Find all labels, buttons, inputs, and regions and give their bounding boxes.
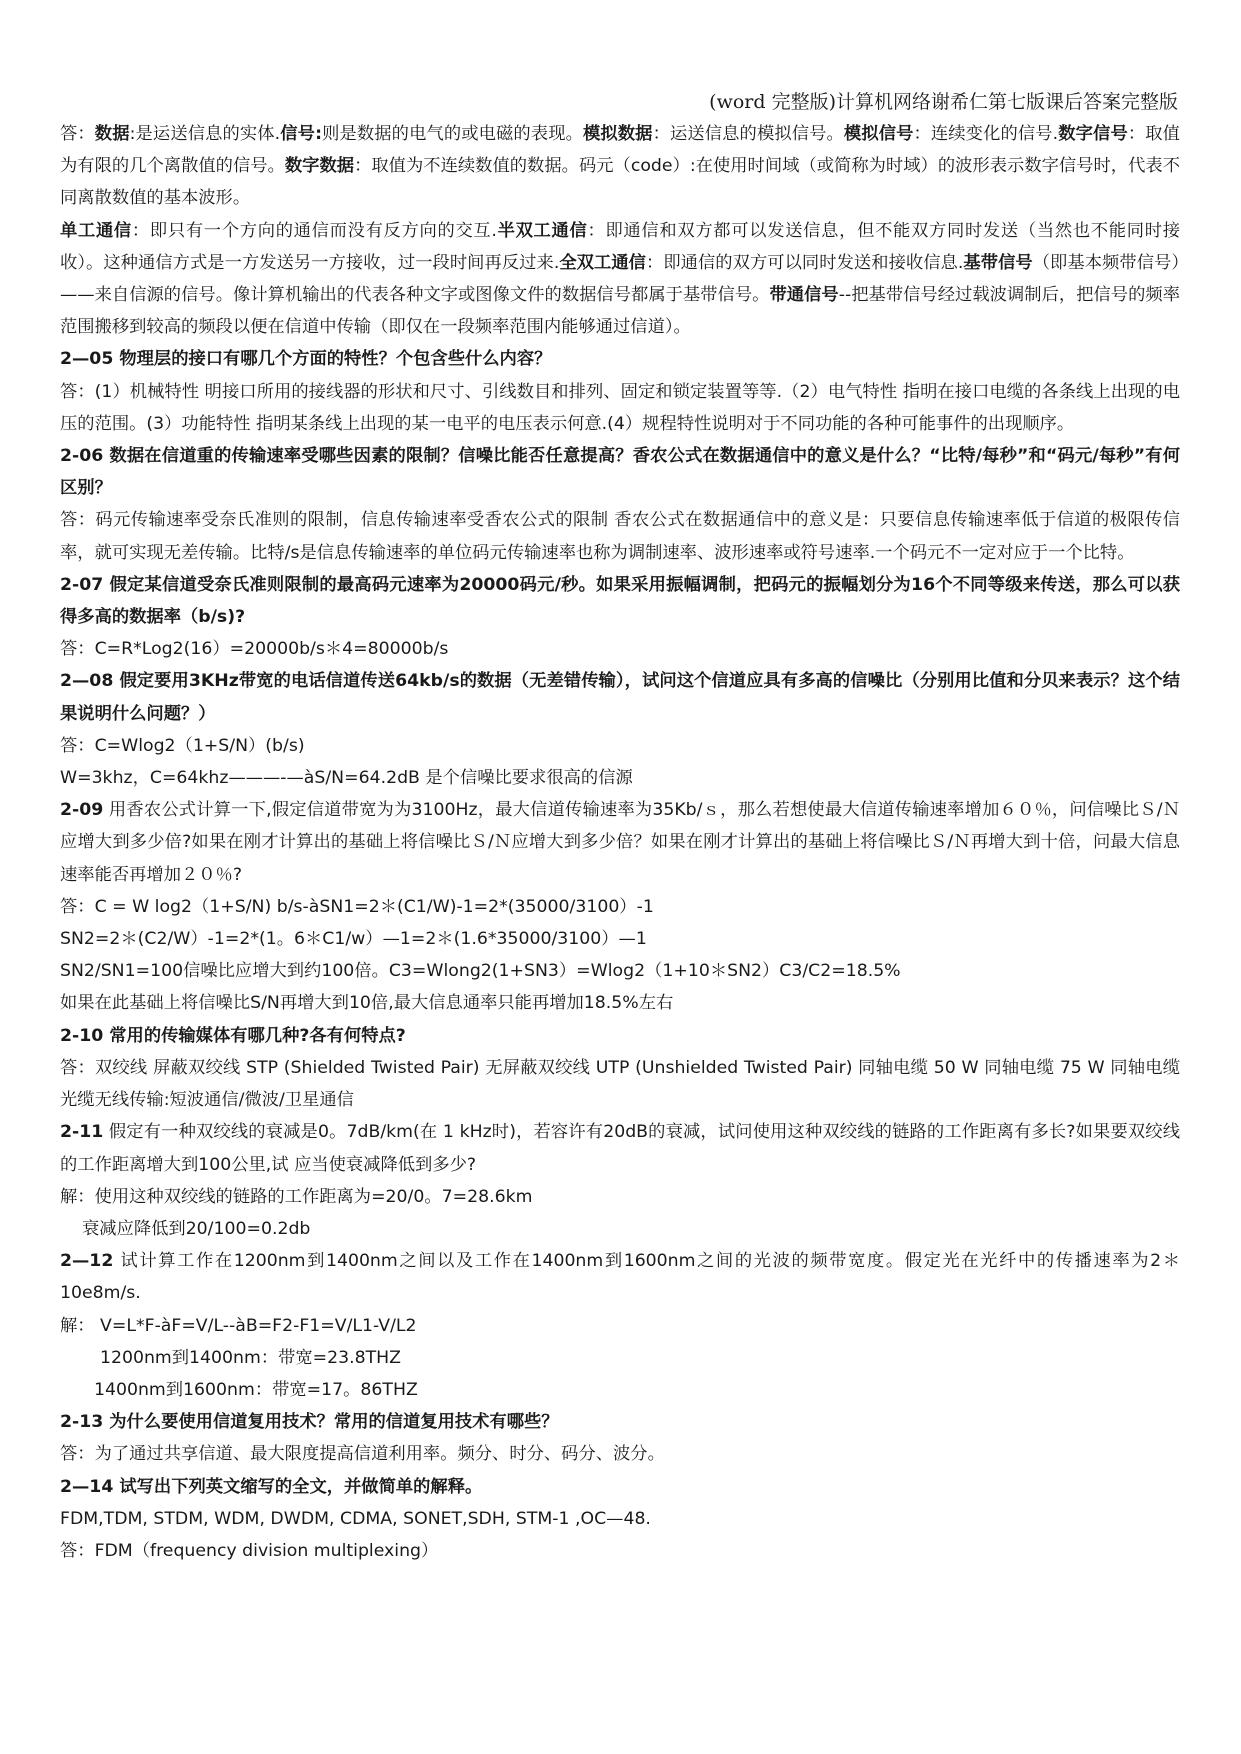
- answer-paragraph: 答：数据:是运送信息的实体.信号:则是数据的电气的或电磁的表现。模拟数据：运送信息的模拟信号。模拟信号：连续变化的信号.数字信号：取值为有限的几个离散值的信号。数字数据：取值为不连续数值的数据。码元（code）:在使用时间域（或简称为时域）的波形表示数字信号时，代表不同离散数值的基本波形。: [60, 124, 1180, 209]
- answer-line: 如果在此基础上将信噪比S/N再增大到10倍,最大信息通率只能再增加18.5%左右: [60, 993, 674, 1014]
- document-body: [60, 118, 1180, 1567]
- answer-line: FDM,TDM, STDM, WDM, DWDM, CDMA, SONET,SDH, STM-1 ,OC—48.: [60, 1508, 651, 1529]
- answer-line: W=3khz，C=64khz———-—àS/N=64.2dB 是个信噪比要求很高的信源: [60, 768, 633, 789]
- question-heading: 2-06 数据在信道重的传输速率受哪些因素的限制？信噪比能否任意提高？香农公式在数据通信中的意义是什么？“比特/每秒”和“码元/每秒”有何区别？: [60, 446, 1180, 499]
- question-heading: 2—05 物理层的接口有哪几个方面的特性？个包含些什么内容？: [60, 349, 552, 370]
- question-heading: 2—12 试计算工作在1200nm到1400nm之间以及工作在1400nm到1600nm之间的光波的频带宽度。假定光在光纤中的传播速率为2＊10e8m/s.: [60, 1251, 1180, 1304]
- answer-line: 解： V=L*F-àF=V/L--àB=F2-F1=V/L1-V/L2: [60, 1315, 417, 1336]
- answer-paragraph: 答：(1）机械特性 明接口所用的接线器的形状和尺寸、引线数目和排列、固定和锁定装置等等.（2）电气特性 指明在接口电缆的各条线上出现的电压的范围。(3）功能特性 指明某条线上出现的某一电平的电压表示何意.(4）规程特性说明对于不同功能的各种可能事件的出现顺序。: [60, 381, 1180, 434]
- answer-line: SN2/SN1=100信噪比应增大到约100倍。C3=Wlong2(1+SN3）=Wlog2（1+10＊SN2）C3/C2=18.5%: [60, 961, 901, 982]
- answer-line: 答：C=Wlog2（1+S/N）(b/s): [60, 735, 305, 756]
- answer-paragraph: 答：码元传输速率受奈氏准则的限制，信息传输速率受香农公式的限制 香农公式在数据通信中的意义是：只要信息传输速率低于信道的极限传信率，就可实现无差传输。比特/s是信息传输速率的单位码元传输速率也称为调制速率、波形速率或符号速率.一个码元不一定对应于一个比特。: [60, 510, 1180, 563]
- answer-line: 衰减应降低到20/100=0.2db: [82, 1218, 311, 1239]
- answer-line: 解：使用这种双绞线的链路的工作距离为=20/0。7=28.6km: [60, 1186, 533, 1207]
- answer-line: 1400nm到1600nm：带宽=17。86THZ: [94, 1379, 418, 1400]
- question-heading: 2-07 假定某信道受奈氏准则限制的最高码元速率为20000码元/秒。如果采用振幅调制，把码元的振幅划分为16个不同等级来传送，那么可以获得多高的数据率（b/s)?: [60, 574, 1180, 628]
- answer-paragraph: 答：C=R*Log2(16）=20000b/s＊4=80000b/s: [60, 639, 449, 660]
- answer-line: 答：C = W log2（1+S/N) b/s-àSN1=2＊(C1/W)-1=2*(35000/3100）-1: [60, 896, 654, 917]
- answer-paragraph: 答：双绞线 屏蔽双绞线 STP (Shielded Twisted Pair) 无屏蔽双绞线 UTP (Unshielded Twisted Pair) 同轴电缆 50 W 同轴电缆 75 W 同轴电缆 光缆无线传输:短波通信/微波/卫星通信: [60, 1057, 1180, 1111]
- answer-line: 1200nm到1400nm：带宽=23.8THZ: [100, 1347, 402, 1368]
- question-heading: 2-09 用香农公式计算一下,假定信道带宽为为3100Hz，最大信道传输速率为35Kb/ｓ，那么若想使最大信道传输速率增加６０％，问信噪比Ｓ/Ｎ应增大到多少倍?如果在刚才计算出的基础上将信噪比Ｓ/Ｎ应增大到多少倍？如果在刚才计算出的基础上将信噪比Ｓ/Ｎ再增大到十倍，问最大信息速率能否再增加２０％?: [60, 800, 1180, 885]
- question-heading: 2-10 常用的传输媒体有哪几种?各有何特点?: [60, 1025, 406, 1046]
- question-heading: 2-11 假定有一种双绞线的衰减是0。7dB/km(在 1 kHz时)，若容许有20dB的衰减，试问使用这种双绞线的链路的工作距离有多长?如果要双绞线的工作距离增大到100公里,试 应当使衰减降低到多少?: [60, 1122, 1180, 1175]
- question-heading: 2—08 假定要用3KHz带宽的电话信道传送64kb/s的数据（无差错传输），试问这个信道应具有多高的信噪比（分别用比值和分贝来表示？这个结果说明什么问题？）: [60, 671, 1180, 724]
- answer-line: SN2=2＊(C2/W）-1=2*(1。6＊C1/w）—1=2＊(1.6*35000/3100）—1: [60, 929, 647, 950]
- question-heading: 2—14 试写出下列英文缩写的全文，并做简单的解释。: [60, 1476, 483, 1497]
- answer-paragraph: 答：为了通过共享信道、最大限度提高信道利用率。频分、时分、码分、波分。: [60, 1444, 665, 1465]
- page-header: (word 完整版)计算机网络谢希仁第七版课后答案完整版: [709, 91, 1178, 113]
- answer-line: 答：FDM（frequency division multiplexing）: [60, 1540, 439, 1561]
- question-heading: 2-13 为什么要使用信道复用技术？常用的信道复用技术有哪些？: [60, 1412, 559, 1433]
- answer-paragraph: 单工通信：即只有一个方向的通信而没有反方向的交互.半双工通信：即通信和双方都可以发送信息，但不能双方同时发送（当然也不能同时接收）。这种通信方式是一方发送另一方接收，过一段时间再反过来.全双工通信：即通信的双方可以同时发送和接收信息.基带信号（即基本频带信号）——来自信源的信号。像计算机输出的代表各种文字或图像文件的数据信号都属于基带信号。带通信号--把基带信号经过载波调制后，把信号的频率范围搬移到较高的频段以便在信道中传输（即仅在一段频率范围内能够通过信道）。: [60, 220, 1180, 338]
